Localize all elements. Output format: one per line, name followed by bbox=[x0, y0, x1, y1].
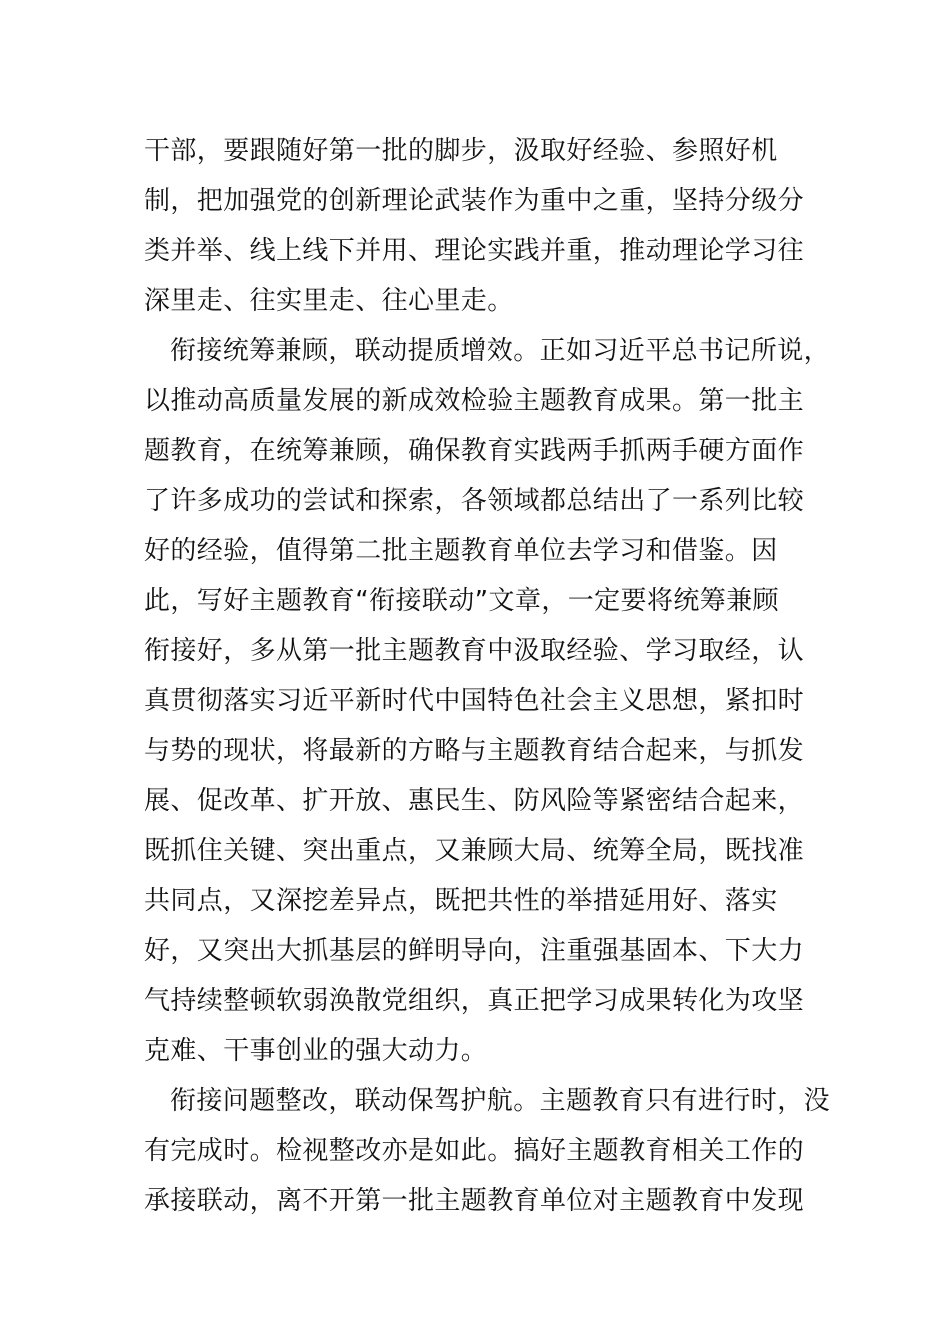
text-line: 深里走、往实里走、往心里走。 bbox=[144, 286, 514, 316]
text-line: 制，把加强党的创新理论武装作为重中之重，坚持分级分 bbox=[144, 186, 805, 216]
text-line: 衔接好，多从第一批主题教育中汲取经验、学习取经，认 bbox=[144, 636, 805, 666]
text-line: 以推动高质量发展的新成效检验主题教育成果。第一批主 bbox=[144, 386, 805, 416]
text-line: 承接联动，离不开第一批主题教育单位对主题教育中发现 bbox=[144, 1186, 805, 1216]
text-line: 气持续整顿软弱涣散党组织，真正把学习成果转化为攻坚 bbox=[144, 986, 805, 1016]
text-line: 好，又突出大抓基层的鲜明导向，注重强基固本、下大力 bbox=[144, 936, 805, 966]
text-line: 了许多成功的尝试和探索，各领域都总结出了一系列比较 bbox=[144, 486, 805, 516]
text-line: 题教育，在统筹兼顾，确保教育实践两手抓两手硬方面作 bbox=[144, 436, 805, 466]
text-line: 类并举、线上线下并用、理论实践并重，推动理论学习往 bbox=[144, 236, 805, 266]
paragraph-start-line: 衔接问题整改，联动保驾护航。主题教育只有进行时，没 bbox=[170, 1086, 831, 1116]
text-line: 真贯彻落实习近平新时代中国特色社会主义思想，紧扣时 bbox=[144, 686, 805, 716]
text-line: 此，写好主题教育“衔接联动”文章，一定要将统筹兼顾 bbox=[144, 586, 779, 616]
body-text bbox=[144, 126, 831, 1226]
text-line: 好的经验，值得第二批主题教育单位去学习和借鉴。因 bbox=[144, 536, 778, 566]
text-line: 克难、干事创业的强大动力。 bbox=[144, 1036, 488, 1066]
text-line: 干部，要跟随好第一批的脚步，汲取好经验、参照好机 bbox=[144, 136, 778, 166]
text-line: 展、促改革、扩开放、惠民生、防风险等紧密结合起来， bbox=[144, 786, 805, 816]
paragraph-start-line: 衔接统筹兼顾，联动提质增效。正如习近平总书记所说， bbox=[170, 336, 831, 366]
text-line: 既抓住关键、突出重点，又兼顾大局、统筹全局，既找准 bbox=[144, 836, 805, 866]
text-line: 共同点，又深挖差异点，既把共性的举措延用好、落实 bbox=[144, 886, 778, 916]
text-line: 与势的现状，将最新的方略与主题教育结合起来，与抓发 bbox=[144, 736, 805, 766]
text-line: 有完成时。检视整改亦是如此。搞好主题教育相关工作的 bbox=[144, 1136, 805, 1166]
